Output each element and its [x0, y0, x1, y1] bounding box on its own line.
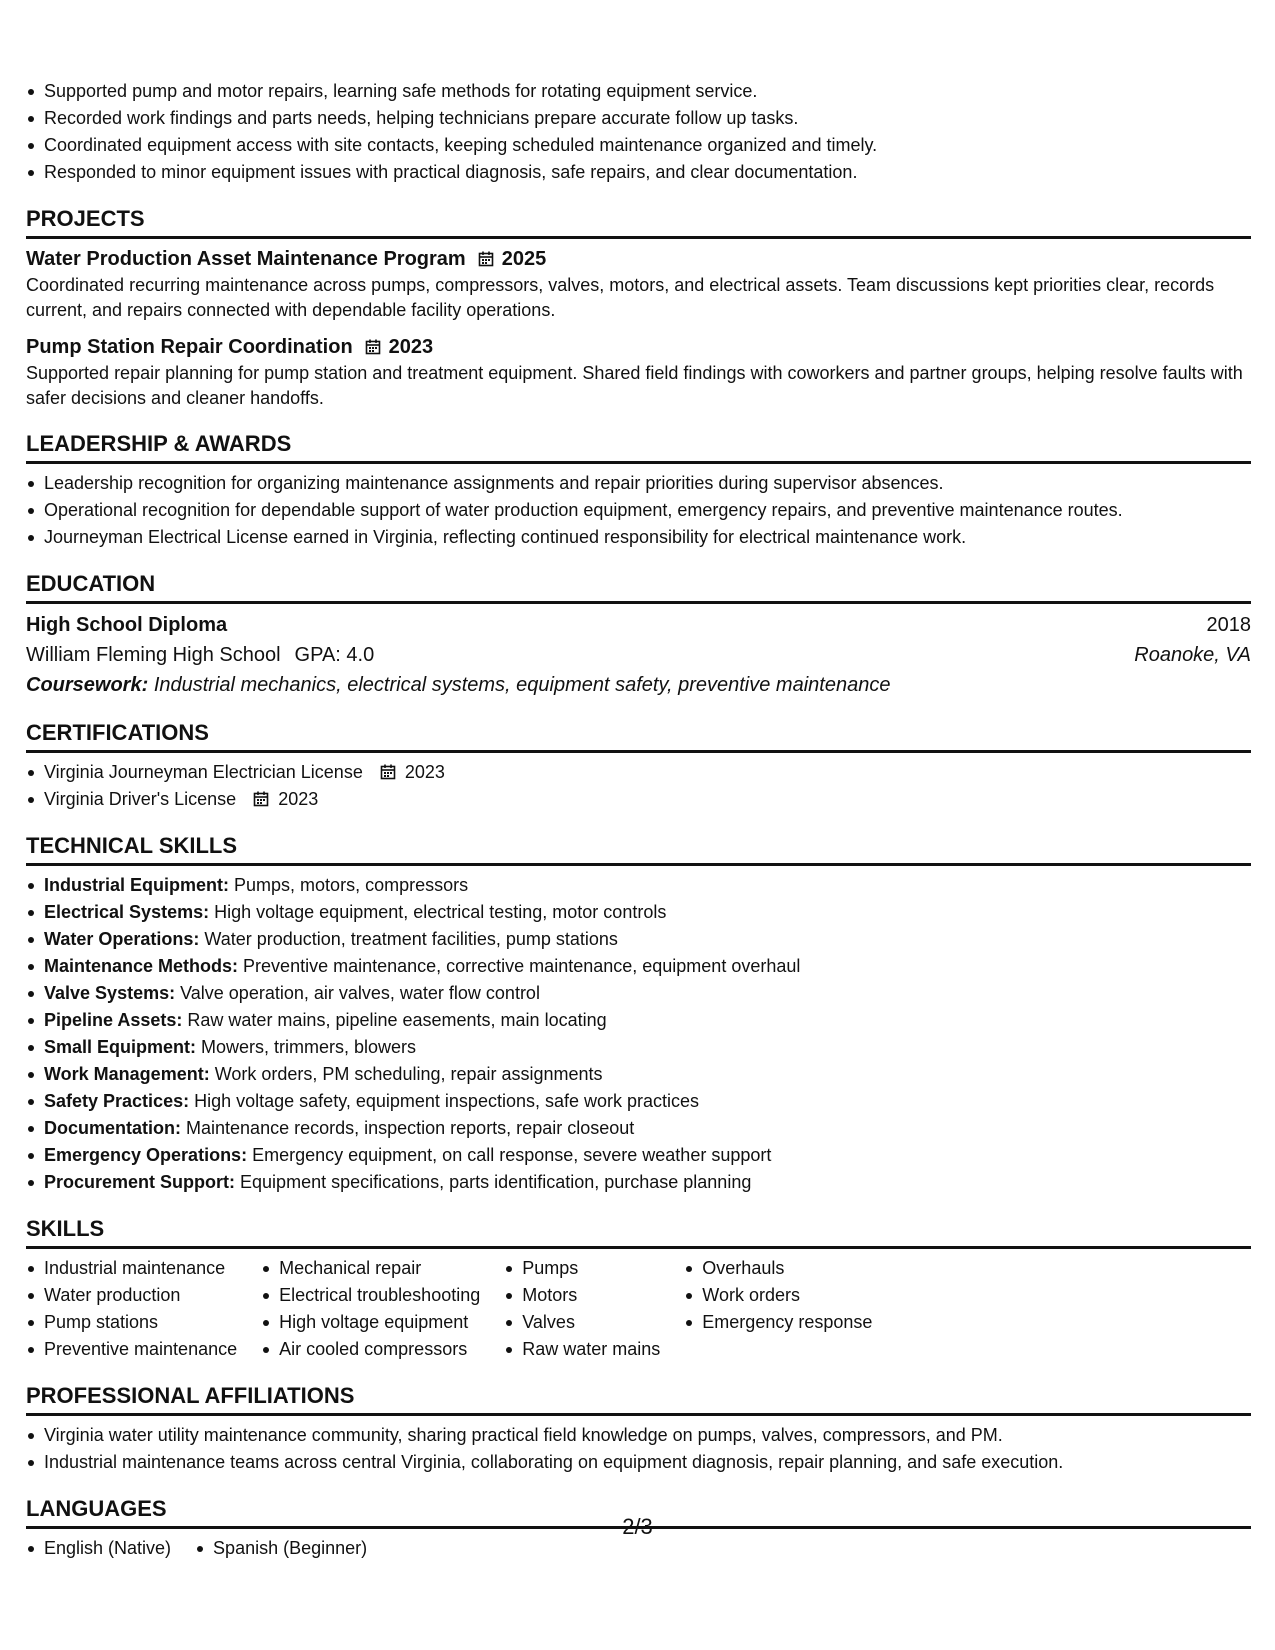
skill-value: High voltage equipment, electrical testing, motor controls — [214, 902, 667, 922]
section-title: LEADERSHIP & AWARDS — [26, 423, 1251, 464]
list-item: Operational recognition for dependable support of water production equipment, emergency repairs, and preventive maintenance routes. — [44, 497, 1251, 524]
list-item — [44, 1142, 1251, 1169]
section-title: CERTIFICATIONS — [26, 712, 1251, 753]
skill-label: Water Operations: — [44, 929, 200, 949]
skill-value: Equipment specifications, parts identification, purchase planning — [240, 1172, 752, 1192]
skill-label: Maintenance Methods: — [44, 956, 239, 976]
project-name: Pump Station Repair Coordination — [26, 336, 353, 358]
skill-label: Valve Systems: — [44, 983, 176, 1003]
list-item: Work orders — [702, 1282, 872, 1309]
skill-value: Preventive maintenance, corrective maintenance, equipment overhaul — [243, 956, 801, 976]
graduation-year: 2018 — [1206, 614, 1251, 636]
list-item: Supported pump and motor repairs, learning safe methods for rotating equipment service. — [44, 78, 1251, 105]
list-item: Electrical troubleshooting — [279, 1282, 480, 1309]
list-item — [44, 786, 1251, 813]
skills-column — [26, 1255, 237, 1363]
projects-section — [26, 198, 1251, 411]
list-item: Valves — [522, 1309, 660, 1336]
list-item: Air cooled compressors — [279, 1336, 480, 1363]
project-year: 2023 — [388, 336, 434, 358]
section-title: LANGUAGES — [26, 1488, 1251, 1529]
section-title: SKILLS — [26, 1208, 1251, 1249]
skill-value: Maintenance records, inspection reports, repair closeout — [186, 1118, 635, 1138]
skill-label: Safety Practices: — [44, 1091, 190, 1111]
list-item — [44, 1061, 1251, 1088]
resume-page — [26, 78, 1251, 1562]
list-item: English (Native) — [44, 1535, 171, 1562]
list-item: Water production — [44, 1282, 237, 1309]
list-item: Leadership recognition for organizing maintenance assignments and repair priorities during supervisor absences. — [44, 470, 1251, 497]
skill-label: Procurement Support: — [44, 1172, 236, 1192]
skill-label: Small Equipment: — [44, 1037, 197, 1057]
school-location: Roanoke, VA — [1134, 644, 1251, 666]
list-item — [44, 899, 1251, 926]
list-item: Pump stations — [44, 1309, 237, 1336]
awards-section — [26, 423, 1251, 551]
skills-column — [261, 1255, 480, 1363]
calendar-icon — [365, 339, 381, 355]
coursework-text: Industrial mechanics, electrical systems, equipment safety, preventive maintenance — [153, 674, 891, 696]
skills-column — [684, 1255, 872, 1363]
list-item: High voltage equipment — [279, 1309, 480, 1336]
list-item: Recorded work findings and parts needs, helping technicians prepare accurate follow up tasks. — [44, 105, 1251, 132]
list-item: Raw water mains — [522, 1336, 660, 1363]
list-item: Coordinated equipment access with site contacts, keeping scheduled maintenance organized and timely. — [44, 132, 1251, 159]
page-number: 2/3 — [622, 1514, 653, 1539]
coursework-label: Coursework: — [26, 674, 149, 696]
calendar-icon — [380, 764, 396, 780]
skill-label: Work Management: — [44, 1064, 210, 1084]
certification-year: 2023 — [278, 789, 319, 809]
list-item — [44, 1034, 1251, 1061]
certification-name: Virginia Driver's License — [44, 789, 237, 809]
list-item — [44, 980, 1251, 1007]
skill-label: Emergency Operations: — [44, 1145, 248, 1165]
list-item: Preventive maintenance — [44, 1336, 237, 1363]
degree: High School Diploma — [26, 614, 228, 636]
skill-label: Industrial Equipment: — [44, 875, 230, 895]
skill-value: Water production, treatment facilities, pump stations — [204, 929, 618, 949]
list-item: Industrial maintenance teams across central Virginia, collaborating on equipment diagnosis, repair planning, and safe execution. — [44, 1449, 1251, 1476]
skill-value: Valve operation, air valves, water flow control — [180, 983, 540, 1003]
experience-bullets — [26, 78, 1251, 186]
skill-value: Pumps, motors, compressors — [234, 875, 469, 895]
project-entry — [26, 245, 1251, 323]
list-item: Spanish (Beginner) — [213, 1535, 367, 1562]
certification-name: Virginia Journeyman Electrician License — [44, 762, 363, 782]
skill-value: High voltage safety, equipment inspections, safe work practices — [194, 1091, 700, 1111]
list-item: Motors — [522, 1282, 660, 1309]
project-description: Coordinated recurring maintenance across pumps, compressors, valves, motors, and electrical assets. Team discussions kept priorities clear, records current, and repairs connected with dependable facility operations. — [26, 275, 1215, 320]
list-item: Emergency response — [702, 1309, 872, 1336]
list-item: Responded to minor equipment issues with practical diagnosis, safe repairs, and clear documentation. — [44, 159, 1251, 186]
project-name: Water Production Asset Maintenance Program — [26, 248, 466, 270]
skill-label: Pipeline Assets: — [44, 1010, 183, 1030]
list-item — [44, 926, 1251, 953]
skill-value: Work orders, PM scheduling, repair assignments — [214, 1064, 603, 1084]
list-item: Journeyman Electrical License earned in Virginia, reflecting continued responsibility for electrical maintenance work. — [44, 524, 1251, 551]
certifications-section — [26, 712, 1251, 813]
school-name: William Fleming High School — [26, 644, 281, 666]
list-item — [44, 1007, 1251, 1034]
coursework — [26, 670, 1251, 700]
technical-skills-section — [26, 825, 1251, 1196]
project-entry — [26, 333, 1251, 411]
skills-column — [504, 1255, 660, 1363]
calendar-icon — [478, 251, 494, 267]
education-section — [26, 563, 1251, 700]
list-item — [44, 872, 1251, 899]
skill-label: Electrical Systems: — [44, 902, 210, 922]
list-item — [44, 953, 1251, 980]
calendar-icon — [253, 791, 269, 807]
list-item: Mechanical repair — [279, 1255, 480, 1282]
gpa: GPA: 4.0 — [294, 644, 375, 666]
skill-value: Raw water mains, pipeline easements, main locating — [187, 1010, 607, 1030]
list-item: Pumps — [522, 1255, 660, 1282]
list-item: Virginia water utility maintenance community, sharing practical field knowledge on pumps, valves, compressors, and PM. — [44, 1422, 1251, 1449]
skill-label: Documentation: — [44, 1118, 181, 1138]
section-title: PROJECTS — [26, 198, 1251, 239]
skills-section — [26, 1208, 1251, 1363]
section-title: PROFESSIONAL AFFILIATIONS — [26, 1375, 1251, 1416]
list-item — [44, 759, 1251, 786]
skill-value: Mowers, trimmers, blowers — [201, 1037, 417, 1057]
section-title: TECHNICAL SKILLS — [26, 825, 1251, 866]
skill-value: Emergency equipment, on call response, severe weather support — [252, 1145, 772, 1165]
list-item — [44, 1115, 1251, 1142]
project-description: Supported repair planning for pump station and treatment equipment. Shared field findings with coworkers and partner groups, helping resolve faults with safer decisions and cleaner handoffs. — [26, 363, 1243, 408]
list-item: Industrial maintenance — [44, 1255, 237, 1282]
list-item — [44, 1088, 1251, 1115]
project-year: 2025 — [501, 248, 547, 270]
section-title: EDUCATION — [26, 563, 1251, 604]
certification-year: 2023 — [404, 762, 445, 782]
affiliations-section — [26, 1375, 1251, 1476]
list-item — [44, 1169, 1251, 1196]
list-item: Overhauls — [702, 1255, 872, 1282]
